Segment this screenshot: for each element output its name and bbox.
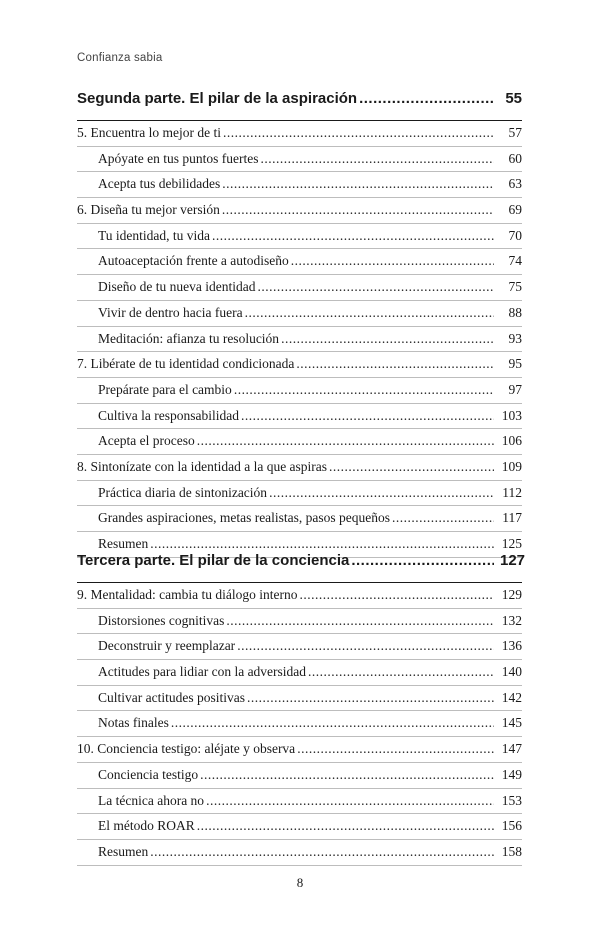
entry-title: Autoaceptación frente a autodiseño — [98, 253, 289, 269]
toc-entry-subsection — [77, 609, 522, 635]
entry-page: 117 — [502, 510, 522, 526]
entry-page: 97 — [508, 381, 522, 397]
toc-entry-chapter — [77, 583, 522, 609]
toc-entry-subsection — [77, 429, 522, 455]
dot-leader — [200, 763, 494, 788]
entry-title: 10. Conciencia testigo: aléjate y observa — [77, 741, 296, 757]
entry-page: 149 — [501, 766, 522, 782]
entry-page: 103 — [501, 407, 522, 423]
part-heading — [77, 90, 522, 121]
dot-leader — [222, 198, 494, 223]
dot-leader — [222, 172, 494, 197]
dot-leader — [247, 686, 494, 711]
entry-title: Apóyate en tus puntos fuertes — [98, 150, 259, 166]
entry-page: 112 — [502, 484, 522, 500]
entry-page: 93 — [508, 330, 522, 346]
toc-entry-chapter — [77, 455, 522, 481]
part-heading — [77, 552, 526, 583]
dot-leader — [197, 429, 494, 454]
entry-page: 75 — [508, 279, 522, 295]
entry-title: Vivir de dentro hacia fuera — [98, 304, 243, 320]
toc-section-part-3 — [77, 552, 526, 866]
part-page-number: 127 — [500, 552, 526, 569]
toc-entry-subsection — [77, 481, 522, 507]
entry-title: Meditación: afianza tu resolución — [98, 330, 280, 346]
entry-page: 74 — [508, 253, 522, 269]
entry-title: 5. Encuentra lo mejor de ti — [77, 125, 221, 140]
entry-title: Distorsiones cognitivas — [98, 612, 225, 628]
entry-page: 125 — [501, 536, 522, 551]
toc-entry-chapter — [77, 737, 522, 763]
dot-leader — [223, 121, 494, 146]
toc-entry-subsection — [77, 634, 522, 660]
entry-title: 8. Sintonízate con la identidad a la que aspiras — [77, 458, 328, 474]
entry-page: 70 — [508, 227, 522, 243]
dot-leader — [150, 840, 494, 865]
entry-page: 140 — [501, 664, 522, 680]
entry-page: 88 — [508, 304, 522, 320]
entry-page: 145 — [501, 715, 522, 731]
toc-entry-subsection — [77, 711, 522, 737]
dot-leader — [234, 378, 494, 403]
entry-title: 6. Diseña tu mejor versión — [77, 202, 220, 218]
dot-leader — [299, 583, 494, 608]
toc-entry-chapter — [77, 352, 522, 378]
entry-title: Acepta tus debilidades — [98, 176, 221, 192]
entry-title: 9. Mentalidad: cambia tu diálogo interno — [77, 587, 298, 602]
dot-leader — [392, 506, 494, 531]
dot-leader — [281, 327, 494, 352]
dot-leader — [197, 814, 494, 839]
entry-title: 7. Libérate de tu identidad condicionada — [77, 356, 295, 372]
dot-leader — [171, 711, 494, 736]
entry-page: 156 — [501, 818, 522, 834]
entry-title: Cultivar actitudes positivas — [98, 689, 245, 705]
entry-title: Resumen — [98, 843, 149, 859]
dot-leader — [257, 275, 494, 300]
dot-leader — [212, 224, 494, 249]
dot-leader — [226, 609, 494, 634]
toc-entry-subsection — [77, 789, 522, 815]
entry-page: 147 — [501, 741, 522, 757]
toc-entry-subsection — [77, 249, 522, 275]
toc-entry-subsection — [77, 404, 522, 430]
entry-title: Actitudes para lidiar con la adversidad — [98, 664, 307, 680]
dot-leader — [237, 634, 494, 659]
entry-title: Tu identidad, tu vida — [98, 227, 211, 243]
part-title: Tercera parte. El pilar de la conciencia — [77, 552, 350, 569]
entry-page: 132 — [501, 612, 522, 628]
dot-leader — [297, 737, 494, 762]
entry-title: Práctica diaria de sintonización — [98, 484, 268, 500]
dot-leader — [269, 481, 494, 506]
dot-leader — [296, 352, 494, 377]
entry-title: El método ROAR — [98, 818, 195, 834]
part-title: Segunda parte. El pilar de la aspiración — [77, 90, 358, 107]
dot-leader — [359, 90, 494, 107]
entry-title: Cultiva la responsabilidad — [98, 407, 239, 423]
page-number: 8 — [296, 875, 304, 890]
toc-entry-subsection — [77, 814, 522, 840]
dot-leader — [329, 455, 494, 480]
toc-entry-subsection — [77, 327, 522, 353]
entry-page: 129 — [501, 587, 522, 602]
toc-entry-subsection — [77, 301, 522, 327]
entry-page: 158 — [501, 843, 522, 859]
toc-entry-subsection — [77, 840, 522, 866]
toc-entry-subsection — [77, 275, 522, 301]
entry-title: Acepta el proceso — [98, 433, 195, 449]
toc-entry-subsection — [77, 172, 522, 198]
entry-page: 106 — [501, 433, 522, 449]
dot-leader — [241, 404, 494, 429]
entry-title: Grandes aspiraciones, metas realistas, pasos pequeños — [98, 510, 391, 526]
entry-title: Prepárate para el cambio — [98, 381, 232, 397]
toc-entry-subsection — [77, 147, 522, 173]
entry-title: Conciencia testigo — [98, 766, 199, 782]
entry-page: 142 — [501, 689, 522, 705]
entry-page: 153 — [501, 792, 522, 808]
toc-entry-subsection — [77, 660, 522, 686]
toc-entry-subsection — [77, 763, 522, 789]
entry-title: Notas finales — [98, 715, 169, 731]
dot-leader — [291, 249, 494, 274]
running-header: Confianza sabia — [77, 52, 163, 64]
entry-page: 60 — [508, 150, 522, 166]
toc-entry-subsection — [77, 224, 522, 250]
toc-entry-chapter — [77, 198, 522, 224]
toc-entry-chapter — [77, 121, 522, 147]
toc-entry-subsection — [77, 378, 522, 404]
toc-section-part-2 — [77, 90, 522, 558]
dot-leader — [206, 789, 494, 814]
dot-leader — [351, 552, 494, 569]
entry-title: Deconstruir y reemplazar — [98, 638, 236, 654]
entry-page: 136 — [501, 638, 522, 654]
dot-leader — [308, 660, 494, 685]
entry-page: 69 — [508, 202, 522, 218]
entry-title: Diseño de tu nueva identidad — [98, 279, 256, 295]
entry-page: 95 — [508, 356, 522, 372]
toc-entry-subsection — [77, 686, 522, 712]
dot-leader — [245, 301, 494, 326]
entry-page: 57 — [508, 125, 522, 140]
entry-page: 63 — [508, 176, 522, 192]
entry-title: La técnica ahora no — [98, 792, 205, 808]
part-page-number: 55 — [505, 90, 522, 107]
dot-leader — [260, 147, 494, 172]
toc-entry-subsection — [77, 506, 522, 532]
entry-title: Resumen — [98, 536, 149, 551]
entry-page: 109 — [501, 458, 522, 474]
